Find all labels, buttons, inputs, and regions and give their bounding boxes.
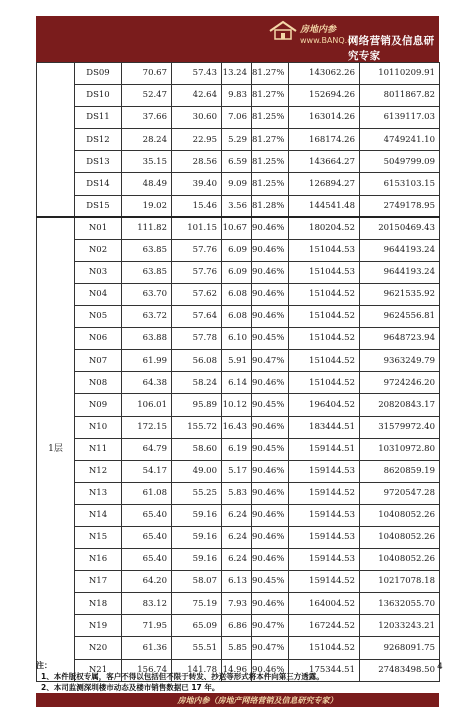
table-row xyxy=(37,239,440,261)
cell-total: 2749178.95 xyxy=(360,195,440,217)
cell-inner: 15.46 xyxy=(172,195,222,217)
cell-rate: 90.46% xyxy=(252,306,289,328)
cell-inner: 55.25 xyxy=(172,482,222,504)
cell-inner: 49.00 xyxy=(172,460,222,482)
cell-inner: 101.15 xyxy=(172,217,222,239)
cell-inner: 58.24 xyxy=(172,372,222,394)
cell-shared: 6.09 xyxy=(222,239,252,261)
cell-shared: 6.09 xyxy=(222,261,252,283)
cell-price: 151044.52 xyxy=(289,637,360,659)
cell-rate: 90.46% xyxy=(252,659,289,681)
cell-shared: 5.85 xyxy=(222,637,252,659)
page-footer-banner xyxy=(36,693,439,707)
cell-price: 151044.52 xyxy=(289,306,360,328)
cell-area: 52.47 xyxy=(122,85,172,107)
cell-shared: 6.86 xyxy=(222,615,252,637)
cell-rate: 90.46% xyxy=(252,283,289,305)
cell-price: 167244.52 xyxy=(289,615,360,637)
cell-price: 164004.52 xyxy=(289,593,360,615)
cell-rate: 81.27% xyxy=(252,129,289,151)
cell-area: 70.67 xyxy=(122,63,172,85)
cell-area: 65.40 xyxy=(122,549,172,571)
cell-total: 31579972.40 xyxy=(360,416,440,438)
cell-total: 10217078.18 xyxy=(360,571,440,593)
cell-shared: 10.12 xyxy=(222,394,252,416)
cell-shared: 5.91 xyxy=(222,350,252,372)
cell-shared: 6.10 xyxy=(222,328,252,350)
cell-total: 10408052.26 xyxy=(360,526,440,548)
table-row xyxy=(37,85,440,107)
cell-inner: 28.56 xyxy=(172,151,222,173)
cell-unit: DS11 xyxy=(75,107,122,129)
table-row xyxy=(37,306,440,328)
table-body xyxy=(37,63,440,682)
cell-rate: 90.46% xyxy=(252,549,289,571)
table-row xyxy=(37,63,440,85)
cell-rate: 81.27% xyxy=(252,63,289,85)
cell-total: 9624556.81 xyxy=(360,306,440,328)
cell-shared: 6.08 xyxy=(222,306,252,328)
cell-unit: N04 xyxy=(75,283,122,305)
cell-unit: N06 xyxy=(75,328,122,350)
cell-price: 144541.48 xyxy=(289,195,360,217)
cell-unit: DS12 xyxy=(75,129,122,151)
cell-shared: 6.24 xyxy=(222,526,252,548)
cell-area: 106.01 xyxy=(122,394,172,416)
cell-total: 10110209.91 xyxy=(360,63,440,85)
cell-area: 37.66 xyxy=(122,107,172,129)
cell-total: 5049799.09 xyxy=(360,151,440,173)
cell-unit: N19 xyxy=(75,615,122,637)
cell-rate: 90.46% xyxy=(252,239,289,261)
cell-price: 143664.27 xyxy=(289,151,360,173)
cell-total: 9648723.94 xyxy=(360,328,440,350)
cell-unit: DS15 xyxy=(75,195,122,217)
table-row xyxy=(37,195,440,217)
cell-total: 20150469.43 xyxy=(360,217,440,239)
cell-unit: N02 xyxy=(75,239,122,261)
cell-inner: 57.76 xyxy=(172,239,222,261)
cell-area: 63.70 xyxy=(122,283,172,305)
brand-slogan: 网络营销及信息研究专家 xyxy=(348,35,435,62)
cell-shared: 7.93 xyxy=(222,593,252,615)
cell-rate: 90.47% xyxy=(252,637,289,659)
unit-price-table xyxy=(36,62,439,682)
cell-inner: 75.19 xyxy=(172,593,222,615)
cell-total: 20820843.17 xyxy=(360,394,440,416)
cell-total: 9644193.24 xyxy=(360,239,440,261)
cell-rate: 90.46% xyxy=(252,460,289,482)
cell-unit: N11 xyxy=(75,438,122,460)
cell-area: 172.15 xyxy=(122,416,172,438)
table-row xyxy=(37,283,440,305)
cell-shared: 5.29 xyxy=(222,129,252,151)
cell-shared: 9.09 xyxy=(222,173,252,195)
cell-total: 10408052.26 xyxy=(360,549,440,571)
brand-url: www.BANQ.cn xyxy=(300,36,357,45)
table-row xyxy=(37,460,440,482)
cell-rate: 81.25% xyxy=(252,151,289,173)
cell-total: 9363249.79 xyxy=(360,350,440,372)
cell-price: 175344.51 xyxy=(289,659,360,681)
cell-shared: 6.13 xyxy=(222,571,252,593)
cell-shared: 10.67 xyxy=(222,217,252,239)
cell-inner: 42.64 xyxy=(172,85,222,107)
cell-total: 8011867.82 xyxy=(360,85,440,107)
cell-total: 13632055.70 xyxy=(360,593,440,615)
cell-price: 159144.53 xyxy=(289,504,360,526)
cell-rate: 90.45% xyxy=(252,571,289,593)
cell-total: 10310972.80 xyxy=(360,438,440,460)
cell-total: 9268091.75 xyxy=(360,637,440,659)
cell-price: 126894.27 xyxy=(289,173,360,195)
cell-unit: N08 xyxy=(75,372,122,394)
cell-rate: 90.47% xyxy=(252,350,289,372)
cell-area: 64.79 xyxy=(122,438,172,460)
cell-area: 35.15 xyxy=(122,151,172,173)
cell-shared: 6.24 xyxy=(222,549,252,571)
house-logo-icon xyxy=(268,20,298,40)
cell-inner: 59.16 xyxy=(172,526,222,548)
cell-total: 6153103.15 xyxy=(360,173,440,195)
cell-unit: DS13 xyxy=(75,151,122,173)
table-row xyxy=(37,482,440,504)
cell-price: 151044.53 xyxy=(289,261,360,283)
cell-area: 61.08 xyxy=(122,482,172,504)
cell-inner: 141.78 xyxy=(172,659,222,681)
cell-shared: 7.06 xyxy=(222,107,252,129)
cell-area: 64.20 xyxy=(122,571,172,593)
note-line-2: 2、本司监测深圳楼市动态及楼市销售数据已 17 年。 xyxy=(41,683,220,692)
cell-inner: 59.16 xyxy=(172,504,222,526)
cell-rate: 81.27% xyxy=(252,85,289,107)
page-header-banner xyxy=(36,16,439,62)
cell-price: 180204.52 xyxy=(289,217,360,239)
cell-rate: 90.45% xyxy=(252,394,289,416)
cell-area: 71.95 xyxy=(122,615,172,637)
notes-title: 注： xyxy=(36,661,52,670)
floor-cell xyxy=(37,63,75,218)
table-row xyxy=(37,637,440,659)
cell-inner: 22.95 xyxy=(172,129,222,151)
cell-rate: 90.46% xyxy=(252,526,289,548)
cell-total: 9720547.28 xyxy=(360,482,440,504)
cell-unit: DS09 xyxy=(75,63,122,85)
cell-inner: 65.09 xyxy=(172,615,222,637)
table-row xyxy=(37,615,440,637)
cell-price: 159144.53 xyxy=(289,526,360,548)
cell-inner: 155.72 xyxy=(172,416,222,438)
cell-unit: N20 xyxy=(75,637,122,659)
table-row xyxy=(37,416,440,438)
cell-price: 151044.53 xyxy=(289,239,360,261)
cell-inner: 56.08 xyxy=(172,350,222,372)
cell-area: 28.24 xyxy=(122,129,172,151)
cell-rate: 81.25% xyxy=(252,107,289,129)
table-row xyxy=(37,372,440,394)
cell-shared: 6.14 xyxy=(222,372,252,394)
cell-shared: 14.96 xyxy=(222,659,252,681)
cell-price: 152694.26 xyxy=(289,85,360,107)
cell-price: 159144.52 xyxy=(289,571,360,593)
cell-price: 151044.52 xyxy=(289,328,360,350)
cell-unit: N05 xyxy=(75,306,122,328)
cell-shared: 5.83 xyxy=(222,482,252,504)
cell-area: 61.36 xyxy=(122,637,172,659)
cell-inner: 57.76 xyxy=(172,261,222,283)
cell-total: 10408052.26 xyxy=(360,504,440,526)
cell-area: 63.72 xyxy=(122,306,172,328)
cell-unit: N16 xyxy=(75,549,122,571)
cell-total: 9644193.24 xyxy=(360,261,440,283)
cell-rate: 90.45% xyxy=(252,328,289,350)
cell-price: 151044.52 xyxy=(289,283,360,305)
cell-area: 54.17 xyxy=(122,460,172,482)
cell-rate: 90.47% xyxy=(252,615,289,637)
table-row xyxy=(37,549,440,571)
footer-text: 房地内参（房地产网络营销及信息研究专家） xyxy=(177,695,338,705)
cell-total: 6139117.03 xyxy=(360,107,440,129)
cell-area: 48.49 xyxy=(122,173,172,195)
cell-price: 159144.53 xyxy=(289,460,360,482)
table-row xyxy=(37,350,440,372)
cell-price: 159144.51 xyxy=(289,438,360,460)
cell-inner: 57.62 xyxy=(172,283,222,305)
brand-name: 房地内参 xyxy=(300,25,337,35)
cell-unit: N03 xyxy=(75,261,122,283)
cell-rate: 81.28% xyxy=(252,195,289,217)
cell-unit: N01 xyxy=(75,217,122,239)
cell-shared: 5.17 xyxy=(222,460,252,482)
cell-total: 4749241.10 xyxy=(360,129,440,151)
cell-inner: 95.89 xyxy=(172,394,222,416)
cell-area: 83.12 xyxy=(122,593,172,615)
table-row xyxy=(37,571,440,593)
cell-unit: N18 xyxy=(75,593,122,615)
cell-total: 27483498.50 xyxy=(360,659,440,681)
cell-price: 168174.26 xyxy=(289,129,360,151)
table-row xyxy=(37,217,440,239)
cell-unit: N10 xyxy=(75,416,122,438)
cell-inner: 57.43 xyxy=(172,63,222,85)
cell-unit: N14 xyxy=(75,504,122,526)
table-row xyxy=(37,504,440,526)
cell-price: 151044.52 xyxy=(289,350,360,372)
cell-rate: 90.46% xyxy=(252,261,289,283)
cell-price: 159144.52 xyxy=(289,482,360,504)
cell-unit: N12 xyxy=(75,460,122,482)
cell-area: 111.82 xyxy=(122,217,172,239)
cell-inner: 39.40 xyxy=(172,173,222,195)
cell-inner: 59.16 xyxy=(172,549,222,571)
cell-inner: 55.51 xyxy=(172,637,222,659)
cell-inner: 57.64 xyxy=(172,306,222,328)
cell-shared: 6.24 xyxy=(222,504,252,526)
cell-price: 151044.52 xyxy=(289,372,360,394)
cell-area: 61.99 xyxy=(122,350,172,372)
cell-shared: 9.83 xyxy=(222,85,252,107)
cell-area: 65.40 xyxy=(122,526,172,548)
page-number: 4 xyxy=(437,662,443,672)
cell-inner: 58.60 xyxy=(172,438,222,460)
cell-rate: 90.46% xyxy=(252,504,289,526)
cell-area: 63.85 xyxy=(122,261,172,283)
table-row xyxy=(37,328,440,350)
table-row xyxy=(37,526,440,548)
cell-inner: 57.78 xyxy=(172,328,222,350)
cell-area: 156.74 xyxy=(122,659,172,681)
cell-rate: 90.46% xyxy=(252,593,289,615)
cell-shared: 6.08 xyxy=(222,283,252,305)
table-row xyxy=(37,438,440,460)
cell-shared: 3.56 xyxy=(222,195,252,217)
cell-price: 163014.26 xyxy=(289,107,360,129)
cell-shared: 13.24 xyxy=(222,63,252,85)
cell-unit: DS14 xyxy=(75,173,122,195)
cell-shared: 16.43 xyxy=(222,416,252,438)
cell-rate: 90.46% xyxy=(252,372,289,394)
table-row xyxy=(37,129,440,151)
cell-unit: N09 xyxy=(75,394,122,416)
cell-unit: N07 xyxy=(75,350,122,372)
cell-area: 64.38 xyxy=(122,372,172,394)
cell-rate: 90.46% xyxy=(252,217,289,239)
table-row xyxy=(37,394,440,416)
cell-price: 183444.51 xyxy=(289,416,360,438)
cell-area: 65.40 xyxy=(122,504,172,526)
cell-unit: N21 xyxy=(75,659,122,681)
cell-rate: 90.46% xyxy=(252,416,289,438)
notes-block xyxy=(36,660,439,693)
cell-rate: 90.46% xyxy=(252,482,289,504)
cell-total: 9724246.20 xyxy=(360,372,440,394)
cell-inner: 30.60 xyxy=(172,107,222,129)
cell-unit: N13 xyxy=(75,482,122,504)
note-line-1: 1、本件版权专属，客户不得以包括但不限于转发、抄送等形式将本件向第三方透露。 xyxy=(41,672,324,681)
cell-price: 143062.26 xyxy=(289,63,360,85)
floor-cell: 1层 xyxy=(37,217,75,681)
table-row xyxy=(37,151,440,173)
table-row xyxy=(37,261,440,283)
cell-unit: DS10 xyxy=(75,85,122,107)
cell-rate: 90.45% xyxy=(252,438,289,460)
cell-unit: N17 xyxy=(75,571,122,593)
table-row xyxy=(37,173,440,195)
cell-area: 63.88 xyxy=(122,328,172,350)
cell-area: 63.85 xyxy=(122,239,172,261)
cell-total: 12033243.21 xyxy=(360,615,440,637)
cell-total: 8620859.19 xyxy=(360,460,440,482)
cell-total: 9621535.92 xyxy=(360,283,440,305)
table-row xyxy=(37,593,440,615)
cell-inner: 58.07 xyxy=(172,571,222,593)
cell-shared: 6.59 xyxy=(222,151,252,173)
cell-rate: 81.25% xyxy=(252,173,289,195)
cell-price: 196404.52 xyxy=(289,394,360,416)
cell-shared: 6.19 xyxy=(222,438,252,460)
table-row xyxy=(37,107,440,129)
cell-unit: N15 xyxy=(75,526,122,548)
cell-area: 19.02 xyxy=(122,195,172,217)
cell-price: 159144.53 xyxy=(289,549,360,571)
